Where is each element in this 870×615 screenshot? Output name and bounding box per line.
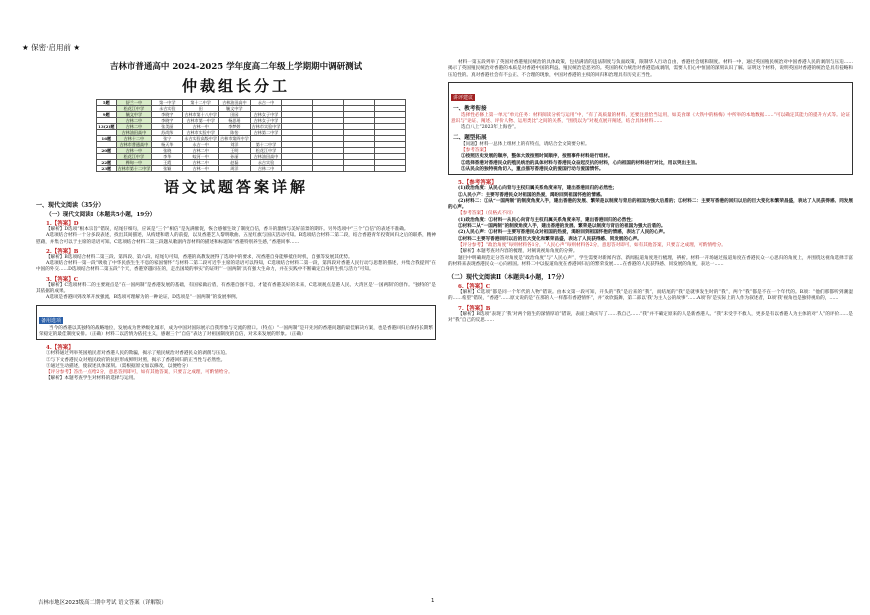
box-heading: 一、教考衔接 [453,105,487,112]
assignment-cell: 陈怡 [219,130,251,136]
answer-label-alt: 【参考答案】（仅格式不同） [458,211,516,217]
assignment-cell: 永吉实验 [152,106,183,112]
assignment-cell: 吉林一中 [116,148,152,154]
box-text: 选自八上“2023年上海卷”。 [461,125,519,131]
assignment-cell: 杨天华 [152,142,183,148]
assignment-cell: 周洋 [219,166,251,172]
assignment-cell: 永吉实验高级中学 [184,136,218,141]
assignment-cell: 吉林油田高中 [250,154,282,160]
assignment-cell: 吉林市实验中学 [251,124,281,129]
note-box [36,305,436,341]
answer-point: ②材料二主要写香港回归以后的巨大变化和繁荣昌盛，表达了人民获得感、同发展的心声。 [458,236,642,242]
section-heading: （二）现代文阅读Ⅱ（本题共4小题，17分） [448,274,568,282]
assignment-cell: 吉林一中 [183,166,219,172]
answer-point: ②材料二从“一国两制”的制度角度入手，建出香港的发展、繁荣是以制度与背后的祖国为强大后盾的。 [458,224,666,230]
assignment-question: 13(2)题 [98,124,115,129]
box-text: 选择性必修上第一单元“单元任务：材料阅读分析与运用”中，“有了高质量的材料，还要注意恰当运用，如美食课《大铁中的杨梅》中所举的本地数据……”可以确定其能力的提升方式等。论证意识与“论证、阐述、评价人物、运用类比”之间的关系，“围绕以为”对观点展开阐述，结合具体材料…… [451,112,850,125]
assignment-cell: 赵磊 [219,160,251,166]
assignment-cell [375,166,406,172]
box-heading: 二、题型拓展 [453,134,487,141]
box-text: 【问题】材料一总体上组材上的有特点，请结合全文简要分析。 [461,141,590,147]
assignment-cell: 永吉一中 [183,142,219,148]
assignment-cell: 松花江中学 [116,106,152,112]
assignment-cell: 王霞 [152,160,183,166]
assignment-cell: 吉林二中 [250,166,282,172]
assignment-cell: 吉林油田高中 [219,100,251,106]
answer-label: 3.【答案】C [46,276,79,283]
explanation-paragraph: 题目中明确规范定分答对角度是“政治角度”与“人民心声”，学生需要对新闻内容、新闻报道角度进行梳理，辨析。材料一开场通过报道角度在香港民众一心思归的角度上，并围绕这视角选择丰富的材料来表现香港民众一心向祖国。材料二中以报道角度在香港回归后的繁荣发展……在香港的人民获得感、同发展的角度，表达一…… [448,255,853,267]
box-text: ①按照历史发展的顺序，整体大致按照时间顺序，按照事件材料进行组材。 [461,154,613,160]
box-text: ②选择香港对香港民众的殖民统治的具体材料与香港民众奋起反抗的材料，心向祖国的材料进行对比，用以突出主旨。 [461,160,700,166]
assignment-cell: 吉林市实验中学 [183,130,219,136]
assignment-cell: 李晓宇 [152,112,183,118]
assignment-cell: 吉林市第一中学 [183,118,219,124]
explanation-paragraph: 【解析】C选项“都是同一个年代的人物”错误。由本文第一段可知，开头的“我”是后来的“我”，而结尾的“我”是就事发生时的“我”，两个“我”都是不在一个年代的。B项：“他们那都听到潮湿的……希望”错误，“香港”……原文说的是“在那的人一样都有香港情怀”，并“欢欣鼓舞，第二部以‘我’为主人公的故事”……A项‘你’是实际上的人作为叙述者，D项‘我’视角也是独特视角的，…… [448,290,853,302]
answer-label: 1.【答案】D [46,221,79,227]
answer-point: (1)政治角度：从民心向背与主权归属关系角度来写，建出香港回归的必然性； [458,186,618,192]
assignment-cell: 第一中学 [152,100,183,106]
assignment-cell: 吉林二中 [116,124,152,130]
right-column [448,60,853,580]
assignment-cell: 吉林第二中学 [250,130,282,136]
answer-point: (1)政治角度：①材料一从民心向背与主权归属关系角度来写，建出香港回归的必然性； [458,217,636,223]
assignment-cell: 刘洋 [219,142,251,148]
assignment-cell: 李华 [152,154,183,160]
assignment-cell: 吉林市第十二中学 [117,166,151,171]
explanation-paragraph: 【解析】本题考查学生对材料的选择与运用。 [46,376,138,382]
scoring-note: 【评分参考】答出一点给2分，意思答到即可，如有其他答案，只要言之成理，可酌情给分。 [46,370,233,376]
assignment-question: 5题 [97,100,117,106]
assignment-cell: 毓文中学 [116,112,152,118]
answer-point: ③通过生动描述，使叙述具体深刻。（需根据原文加以修改，以便给分） [46,363,191,369]
scoring-note: 【评分参考】“政治角度”每则材料各1分，“人民心声”每则材料各2分，意思答对即可，如有其他答案，只要言之成理，可酌情给分。 [458,242,726,248]
answer-label: 2.【答案】B [46,248,79,255]
assignment-cell [313,166,344,172]
assignment-row [97,166,406,172]
explanation-paragraph: 【解析】C选项材料二的主要观点是“在一国两制”是香港发展的基础，有国家做后盾，有香港自强不息，才能有香港美好的未来，C选项观点是港人民、大湾区是‘一国两制’的创作。“独特的”是其依据的成果。 [36,282,436,295]
answer-label: 6.【答案】C [458,284,491,291]
explanation-paragraph: A选项是香港回到改革开放强流，B选项可理解为的一种论证，D选项是“一国两制”的发展事例。 [46,295,241,301]
assignment-cell: 吉林一中 [183,124,219,130]
assignment-cell: 张颖 [152,166,183,172]
assignment-cell: 舒兰一中 [116,100,152,106]
assignment-cell: 吉林女子中学 [250,118,282,124]
assignment-cell: 吉林二中 [116,118,152,124]
assignment-cell: 吉林市第十八中学 [184,112,218,117]
explanation-paragraph: A选项结合材料一十分多段表述，找出其间描述，从构建和谐人的前提，以及香港艺人黎明歌曲、五星红旗与国庆活动可知。B选项结合材料二第二段，结合香港青年投资回归之后的联系，精神慰藉，并集合可以于主席的话语可知。C选项结合材料二第三段题从歌剧内容材料的描述和标题知“香港特别养生感，”香港同事…… [36,233,436,245]
assignment-cell: 张晓 [152,148,183,154]
assignment-cell: 张美丽 [152,124,183,130]
assignment-cell: 蛟河一中 [183,154,219,160]
answer-point: ①材料通过列举英国殖民者对香港人民的欺骗，揭示了殖民统治对香港民众的剥削与压迫。 [46,351,230,357]
page-footer: 吉林市地区2023级高二期中考试 语文答案（详解版） [38,600,167,606]
assignment-cell: 李梦婷 [219,124,251,130]
note-box-label: 备用选项 [41,317,62,324]
answer-label: 7.【答案】B [458,305,491,312]
assignment-cell: 王明 [219,148,251,154]
answer-point: ②人民小产：主要写香港民众对祖国的热爱，渴盼回到祖国怀抱的情感。 [458,192,606,198]
answer-label: 4.【答案】 [46,345,74,352]
assignment-cell: 吉林二中 [183,148,219,154]
assignment-cell: 苏尚纬 [152,130,183,136]
assignment-cell: 吉林二中 [183,160,219,166]
box-text: 【参考答案】 [461,148,489,154]
assignment-cell: 孙丽 [219,154,251,160]
assignment-table-title: 仲裁组长分工 [181,77,290,95]
assignment-cell: 桦甸一中 [116,160,152,166]
subsection-heading: （一）现代文阅读Ⅰ（本题共5小题，19分） [46,212,156,218]
teaching-suggestion-label: 讲评建议 [453,94,474,101]
assignment-cell: 松花江中学 [116,154,152,160]
document-title: 吉林市普通高中 2024-2025 学年度高二年级上学期期中调研测试 [109,62,363,72]
note-box-text: 当今的香港以其独特的战略地位，发展成为世界级化城市，成为中国对国际展示自我形象与交流的窗口。（特点）“一国两制”是开先河的香港问题的最佳解决方案，也是香港回归后保持长期繁荣稳定的最佳制度安排。（正确）材料二以活情为依托主义，感谢三个“自信”表达了对祖国制度的自信，对未来发展的形象。（正确） [39,325,433,337]
assignment-cell: 永吉实验 [250,160,282,166]
assignment-question: 9题 [97,112,117,118]
assignment-cell: 毓文中学 [219,106,251,112]
section-heading: 一、现代文阅读（35分） [36,202,105,209]
explanation-paragraph: 【解析】D选项“根本宗旨”错误，结尾仔细句，应该是“三个”相信“是先满催促，恢合感催生效了制度自信，香斗的激情与美好前景的期许。另外选项中“三个”自信“的表述不准确。 [46,227,409,232]
assignment-cell: 田 [183,106,219,112]
confidential-header: ★ 保密·启用前 ★ [22,43,81,52]
explanation-paragraph: 【解析】B选项结合材料二第三段、第四段、第六段、结尾句可知，香港的高教发展得了选项中的要求，况香港自身能够抵住时机，自强等发展其优势。 [46,254,353,260]
answer-point: (2)人民心声：①材料一主要写香港民众对祖国的热爱，渴盼回到祖国怀抱的情感，表达了人民的心声。 [458,230,668,236]
assignment-cell: 吉林市普通高中 [116,142,152,148]
explanation-paragraph: A选项结合材料一第一段“吸收了中华民族生生不息的家国情怀”与材料二第二段可近乎主席的话语可以得知，C选项结合材料二第一段，第四段对香港人民行动与思想的描述，并集合我提到“在中国的外交……D选项结合材料二第五段“个天，香港穿越同在的，走出国境的事实”的证明“‘一国两制’具有强大生命力，并在实践中不断确定自身的生机与活力”可知。 [36,261,436,273]
assignment-cell: 吉林女子中学 [250,112,282,118]
assignment-cell: 吉林市第四中学 [220,136,249,141]
assignment-cell: 第十二中学 [250,142,282,148]
answer-title: 语文试题答案详解 [163,178,308,196]
assignment-question: 22题 [97,160,117,166]
assignment-cell: 张宁 [152,136,183,142]
explanation-paragraph: 【解析】本题考查对内容的梳理，对阐说视角角度的分辨。 [458,249,578,255]
left-column [36,60,436,580]
assignment-cell: 吉林十二中 [116,136,152,142]
assignment-cell: 松花江中学 [250,148,282,154]
explanation-paragraph: 材料一第五段列举了英国对香港殖民统治的具体政策，包括满清的违法制度与负面政策，限制华人行动自由，香港社会缓和制度。材料一中，通过英国殖民统治对中国香港人民的剥削与压迫……揭示了英国殖民统治对香港的本质是对香港中国的利益。殖民统治是恶劣的。英国的权力统治对香港造成剥削，需要人们心中恒固的深刻认识了解。证明这个材料，说明英国对香港的统治是具有侵略和压迫性的。真对香港社会有不公正、不合理的现象，中国对香港的主权的回归和治理具有历史正当性。 [448,60,853,78]
answer-label: 5.【参考答案】 [458,180,497,187]
explanation-paragraph: 【解析】B选项“表现了‘我’对两个陌生的深情厚谊”错误，表面上确实写了……我自己……“我”并不确定原来的人是新香港人。“我”未受手不救人，更多是有以香港人为主体的对“人”的评价……是对“我”自己的反思…… [448,311,853,324]
assignment-cell: 吉林油田高中 [116,130,152,136]
answer-point: ②与下文香港民众对殖民政府的抗拒形成鲜明对照，揭示了香港回归的正当性与必然性。 [46,357,226,363]
assignment-cell [282,166,313,172]
assignment-cell: 杨思瑶 [219,118,251,124]
answer-point: (2)材料二：①从“一国两制”的制度角度入手，建出香港的发展、繁荣是以制度与背后的祖国为强大后盾的；②材料二：主要写香港的回归以后的巨大变化和繁荣昌盛，表达了人民获得感、同发展的心声。 [448,198,853,211]
assignment-cell [344,166,375,172]
assignment-cell: 李晓宇 [152,118,183,124]
page-number: 1 [431,598,435,604]
assignment-table [96,99,406,172]
box-text: ③从民众的独特视角切入，重点描写香港民众的爱国行动与爱国情怀。 [461,166,604,172]
assignment-cell: 永吉一中 [250,100,282,106]
assignment-cell: 田园 [219,112,251,118]
assignment-question: 23题 [97,166,117,172]
assignment-cell: 第十二中学 [183,100,219,106]
teaching-suggestion-box [448,82,853,175]
assignment-question: 16题 [97,136,117,142]
assignment-question: 20题 [97,148,117,154]
